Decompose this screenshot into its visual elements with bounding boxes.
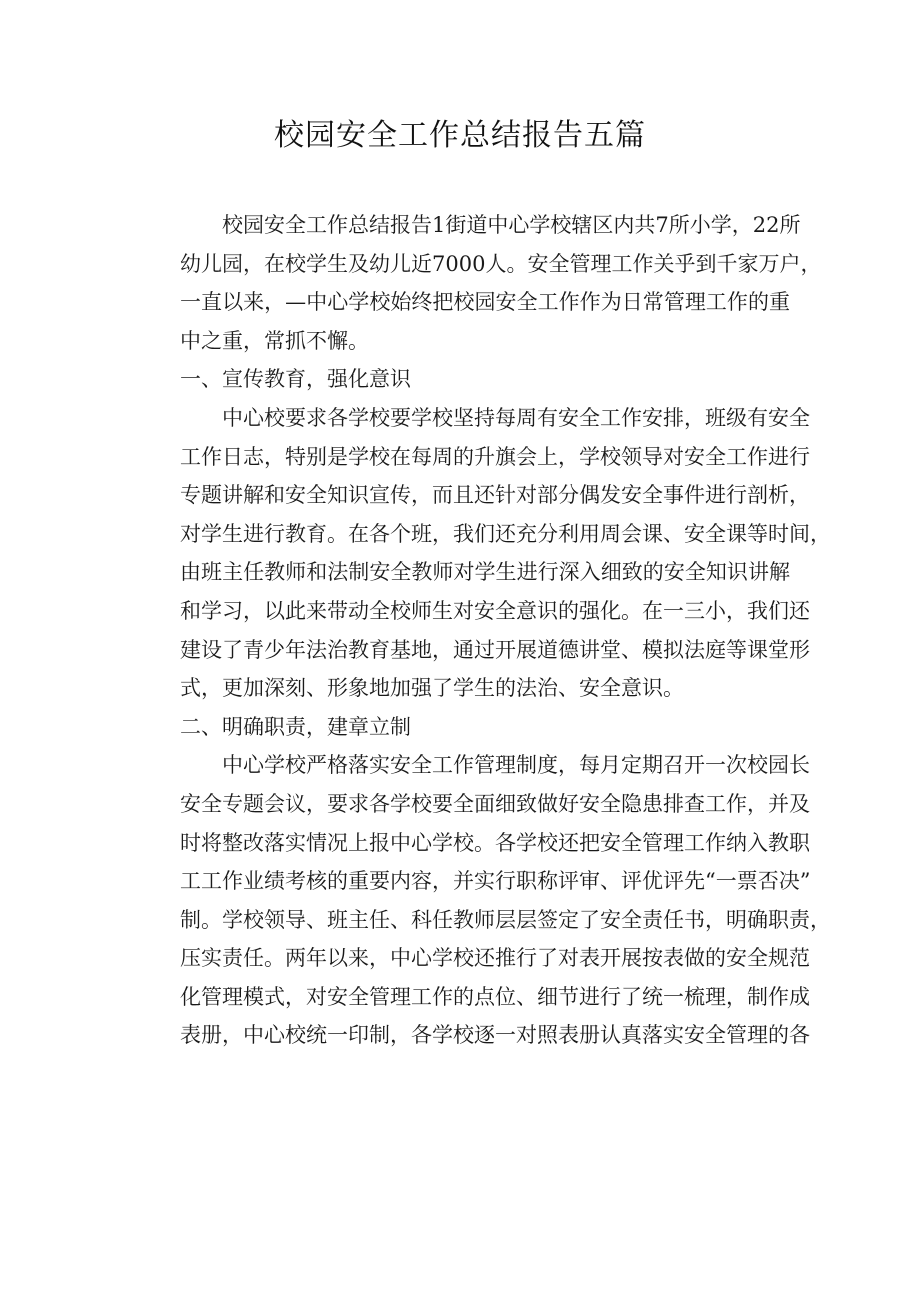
text-line: 安全专题会议，要求各学校要全面细致做好安全隐患排查工作，并及 [180, 791, 810, 816]
text-line: 时将整改落实情况上报中心学校。各学校还把安全管理工作纳入教职 [180, 830, 810, 855]
text-line: 一直以来，—中心学校始终把校园安全工作作为日常管理工作的重 [180, 290, 790, 315]
text-line: 压实责任。两年以来，中心学校还推行了对表开展按表做的安全规范 [180, 946, 810, 971]
text-line: 工工作业绩考核的重要内容，并实行职称评审、评优评先“一票否决” [180, 869, 811, 894]
document-title: 校园安全工作总结报告五篇 [274, 118, 646, 153]
text-line: 校园安全工作总结报告1街道中心学校辖区内共7所小学，22所 [222, 213, 801, 237]
text-line: 对学生进行教育。在各个班，我们还充分利用周会课、安全课等时间， [180, 521, 831, 546]
paragraph-intro [138, 206, 822, 360]
text-line: 中之重，常抓不懈。 [180, 328, 369, 353]
paragraph-section-2 [138, 746, 831, 1055]
text-line: 和学习，以此来带动全校师生对安全意识的强化。在一三小，我们还 [180, 598, 810, 623]
text-line: 由班主任教师和法制安全教师对学生进行深入细致的安全知识讲解 [180, 560, 790, 585]
text-line: 式，更加深刻、形象地加强了学生的法治、安全意识。 [180, 676, 684, 701]
section-heading-2: 二、明确职责，建章立制 [180, 714, 411, 739]
text-line: 表册，中心校统一印制，各学校逐一对照表册认真落实安全管理的各 [180, 1023, 810, 1048]
document-body [138, 206, 831, 1055]
text-line: 制。学校领导、班主任、科任教师层层签定了安全责任书，明确职责， [180, 907, 831, 932]
text-line: 中心学校严格落实安全工作管理制度，每月定期召开一次校园长 [222, 753, 810, 778]
text-line: 幼儿园，在校学生及幼儿近7000人。安全管理工作关乎到千家万户， [180, 251, 822, 276]
text-line: 工作日志，特别是学校在每周的升旗会上，学校领导对安全工作进行 [180, 444, 810, 469]
section-heading-1: 一、宣传教育，强化意识 [180, 367, 411, 392]
text-line: 化管理模式，对安全管理工作的点位、细节进行了统一梳理，制作成 [180, 984, 810, 1009]
text-line: 中心校要求各学校要学校坚持每周有安全工作安排，班级有安全 [222, 405, 810, 430]
text-line: 建设了青少年法治教育基地，通过开展道德讲堂、模拟法庭等课堂形 [180, 637, 810, 662]
paragraph-section-1 [138, 399, 831, 708]
text-line: 专题讲解和安全知识宣传，而且还针对部分偶发安全事件进行剖析， [180, 483, 810, 508]
